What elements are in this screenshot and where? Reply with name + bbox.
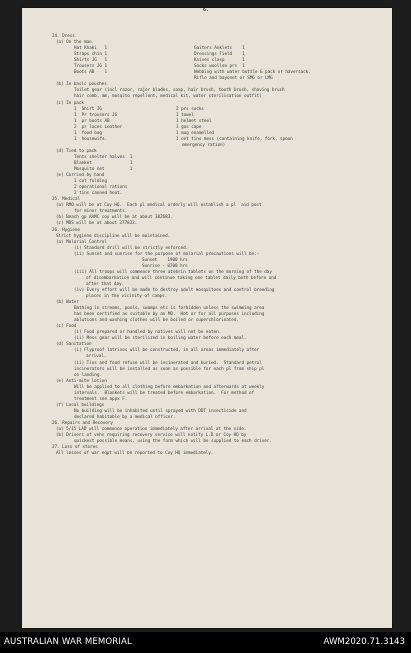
document-line-text: (a) 5/15 LAD will commence operation immediately after arrival at the side.	[56, 427, 247, 433]
document-line-column: 1 Pr trousers JG	[74, 112, 118, 118]
document-line-text: Mosquito net 1	[74, 167, 133, 173]
document-line-text: (d) Sanitation	[56, 342, 92, 348]
document-line-text: 1 cot folding	[74, 179, 107, 185]
document-line-text: No building will be inhabited until sprayed with DDT insecticide and	[74, 408, 247, 414]
document-line-text: for minor treatments.	[74, 209, 128, 215]
document-line-text: Will be applied to all clothing before embarkation and afterwards at weekly	[74, 384, 265, 390]
document-line-text: emergency ration)	[182, 142, 226, 148]
document-line-text: (c) MDS will be at about 377833.	[56, 221, 138, 227]
document-line-column: 1 Shirt JG	[74, 106, 102, 112]
page-number: 6.	[203, 8, 210, 13]
document-line-text: Sunset 1900 hrs	[142, 257, 188, 263]
document-line-column: 1 food bag	[74, 130, 102, 136]
document-line-text: treatment see appx F.	[74, 396, 128, 402]
document-line-column: Boots AB 1	[74, 70, 107, 76]
document-line-text: quickest possible means, using the form which will be supplied to each driver.	[74, 439, 272, 445]
document-line-text: Strict hygiene discipline will be maintained.	[56, 233, 171, 239]
document-line-text: (ii) Mess gear will be sterilized in boiling water before each meal.	[74, 336, 247, 342]
document-line-text: of disembarkation and will continue taking one tablet daily both before and	[86, 275, 277, 281]
document-line-column: Socks woollen prs 1	[194, 64, 245, 70]
document-body	[22, 8, 392, 457]
document-line-column: Trousers JG 1	[74, 64, 107, 70]
document-line-text: Blanket 1	[74, 160, 133, 166]
footer-accession-number: AWM2020.71.3143	[323, 637, 405, 647]
document-line-column: Gaiters Anklets 1	[194, 46, 245, 52]
document-line-text: (e) Carried by hand	[56, 173, 105, 179]
document-line-text: 26. Hygiene	[52, 227, 80, 233]
document-line-column: 1 towel	[176, 112, 194, 118]
document-line-text: (ii) Tins and food refuse will be incinerated and buried. Standard petrol	[74, 360, 262, 366]
document-line-column: Webbing with water bottle & pack or haversack.	[194, 70, 311, 76]
document-line-text: places in the vicinity of camps.	[86, 294, 168, 300]
document-line-text: ablutions and washing clothes will be boiled or superchlorinated.	[74, 318, 239, 324]
document-line-text: (b) Beach gp AAMC coy will be at about 382683.	[56, 215, 173, 221]
document-line-column: 2 pr laces Leather	[74, 124, 123, 130]
document-line-column: Shirts JG 1	[74, 58, 107, 64]
document-line-column: Straps chin 1	[74, 52, 107, 58]
document-line-column: 1 pr boots AB	[74, 118, 110, 124]
document-line-text: on landing.	[74, 372, 102, 378]
document-line-text: Toilet gear (incl razor, rajor blades, soap, hair brush, tooth brush, shaving brush	[74, 88, 285, 94]
document-line-text: intervals. Blankets will be treated before embarkation. For method of	[74, 390, 255, 396]
document-line-text: (iii) All troops will commence three atebrin tablets on the morning of the day	[74, 269, 272, 275]
document-line-text: (i) Standard drill will be strictly enforced.	[74, 245, 189, 251]
document-line-text: (a) RMO will be at Coy HQ. Each pl medical orderly will establish a pl aid post	[56, 203, 262, 209]
document-line-text: Rifle and bayonet or SMG or LMG	[194, 76, 273, 82]
document-line-text: (d) Tied to pack	[56, 148, 97, 154]
document-line-text: (c) In pack	[56, 100, 84, 106]
document-page	[22, 8, 392, 628]
document-line-text: (c) Food	[56, 324, 77, 330]
document-line-text: (b) Water	[56, 300, 79, 306]
document-line-column: Dressings Field 1	[194, 52, 245, 58]
document-line-text: hair comb, mm, mosqito repellent, medical kit, water sterilisation outfit)	[74, 94, 262, 100]
document-line-text: (e) Anti-mite lotion	[56, 378, 107, 384]
document-line-text: Bathing in streams, pools, swamps etc is forbidden unless the swimming area	[74, 306, 265, 312]
document-line-text: (iv) Every effort will be made to destroy adult mosquitoes and control breeding	[74, 287, 275, 293]
document-line-text: (b) Drivers of vehs requiring recovery service will notify L.D or Coy HQ by	[56, 433, 247, 439]
document-line	[56, 451, 392, 457]
document-line-text: arrival.	[86, 354, 107, 360]
document-line-text: Sunrise - 0700 hrs	[142, 263, 188, 269]
document-line-text: 26. Repairs and Recovery	[52, 421, 113, 426]
document-line-column: 1 housewife.	[74, 136, 107, 142]
document-line-text: 24. Dress	[52, 34, 75, 39]
document-line-column: 1 mug enamelled	[176, 130, 215, 136]
document-line-column: Hat Khaki 1	[74, 46, 107, 52]
document-line-text: declared habitable by a medical officer.	[74, 414, 176, 420]
document-line-column: 2 prs socks	[176, 106, 204, 112]
document-line-text: (f) Local buildings	[56, 402, 105, 408]
footer-institution: AUSTRALIAN WAR MEMORIAL	[4, 637, 132, 647]
document-line-column: 1 gas cape	[176, 124, 202, 130]
document-line-text: 2 tins canned heat.	[74, 191, 123, 197]
document-line-column: 1 helmet steel	[176, 118, 212, 124]
document-line-text: (ii) Sunset and sunrise for the purpose of malarial precautions will be:-	[74, 251, 260, 257]
document-line-text: All losses of war eqpt will be reported to Coy HQ immediately.	[56, 451, 214, 457]
document-line-column: Knives clasp 1	[194, 58, 245, 64]
document-line-text: (b) In basic pouches	[56, 82, 107, 88]
document-line-text: (i) Food prepared or handled by natives will not be eaten.	[74, 330, 222, 336]
document-line-text: Tents shelter halves 1	[74, 154, 133, 160]
document-line-text: 25. Medical	[52, 197, 80, 203]
document-line-text: has been certified as suitable by an MO. Hot or for all purposes including	[74, 312, 265, 318]
document-line-text: 2 operational rations	[74, 185, 128, 191]
document-line-text: after that day.	[86, 281, 125, 287]
document-line-text: (i) Flyproof latrines will be constructed, in all areas immediately after	[74, 348, 260, 354]
footer-bar	[0, 632, 411, 653]
document-line-text: 27. Loss of stores	[52, 445, 98, 451]
document-line-text: (a) Malarial Control	[56, 239, 107, 245]
document-line-text: incinerators will be installed as soon as possible for each pl from ship pl	[74, 366, 265, 372]
document-line-column: 1 ent tins mess (containing knife, fork, spoon	[176, 136, 293, 142]
document-line-text: (a) On the man.	[56, 40, 95, 46]
